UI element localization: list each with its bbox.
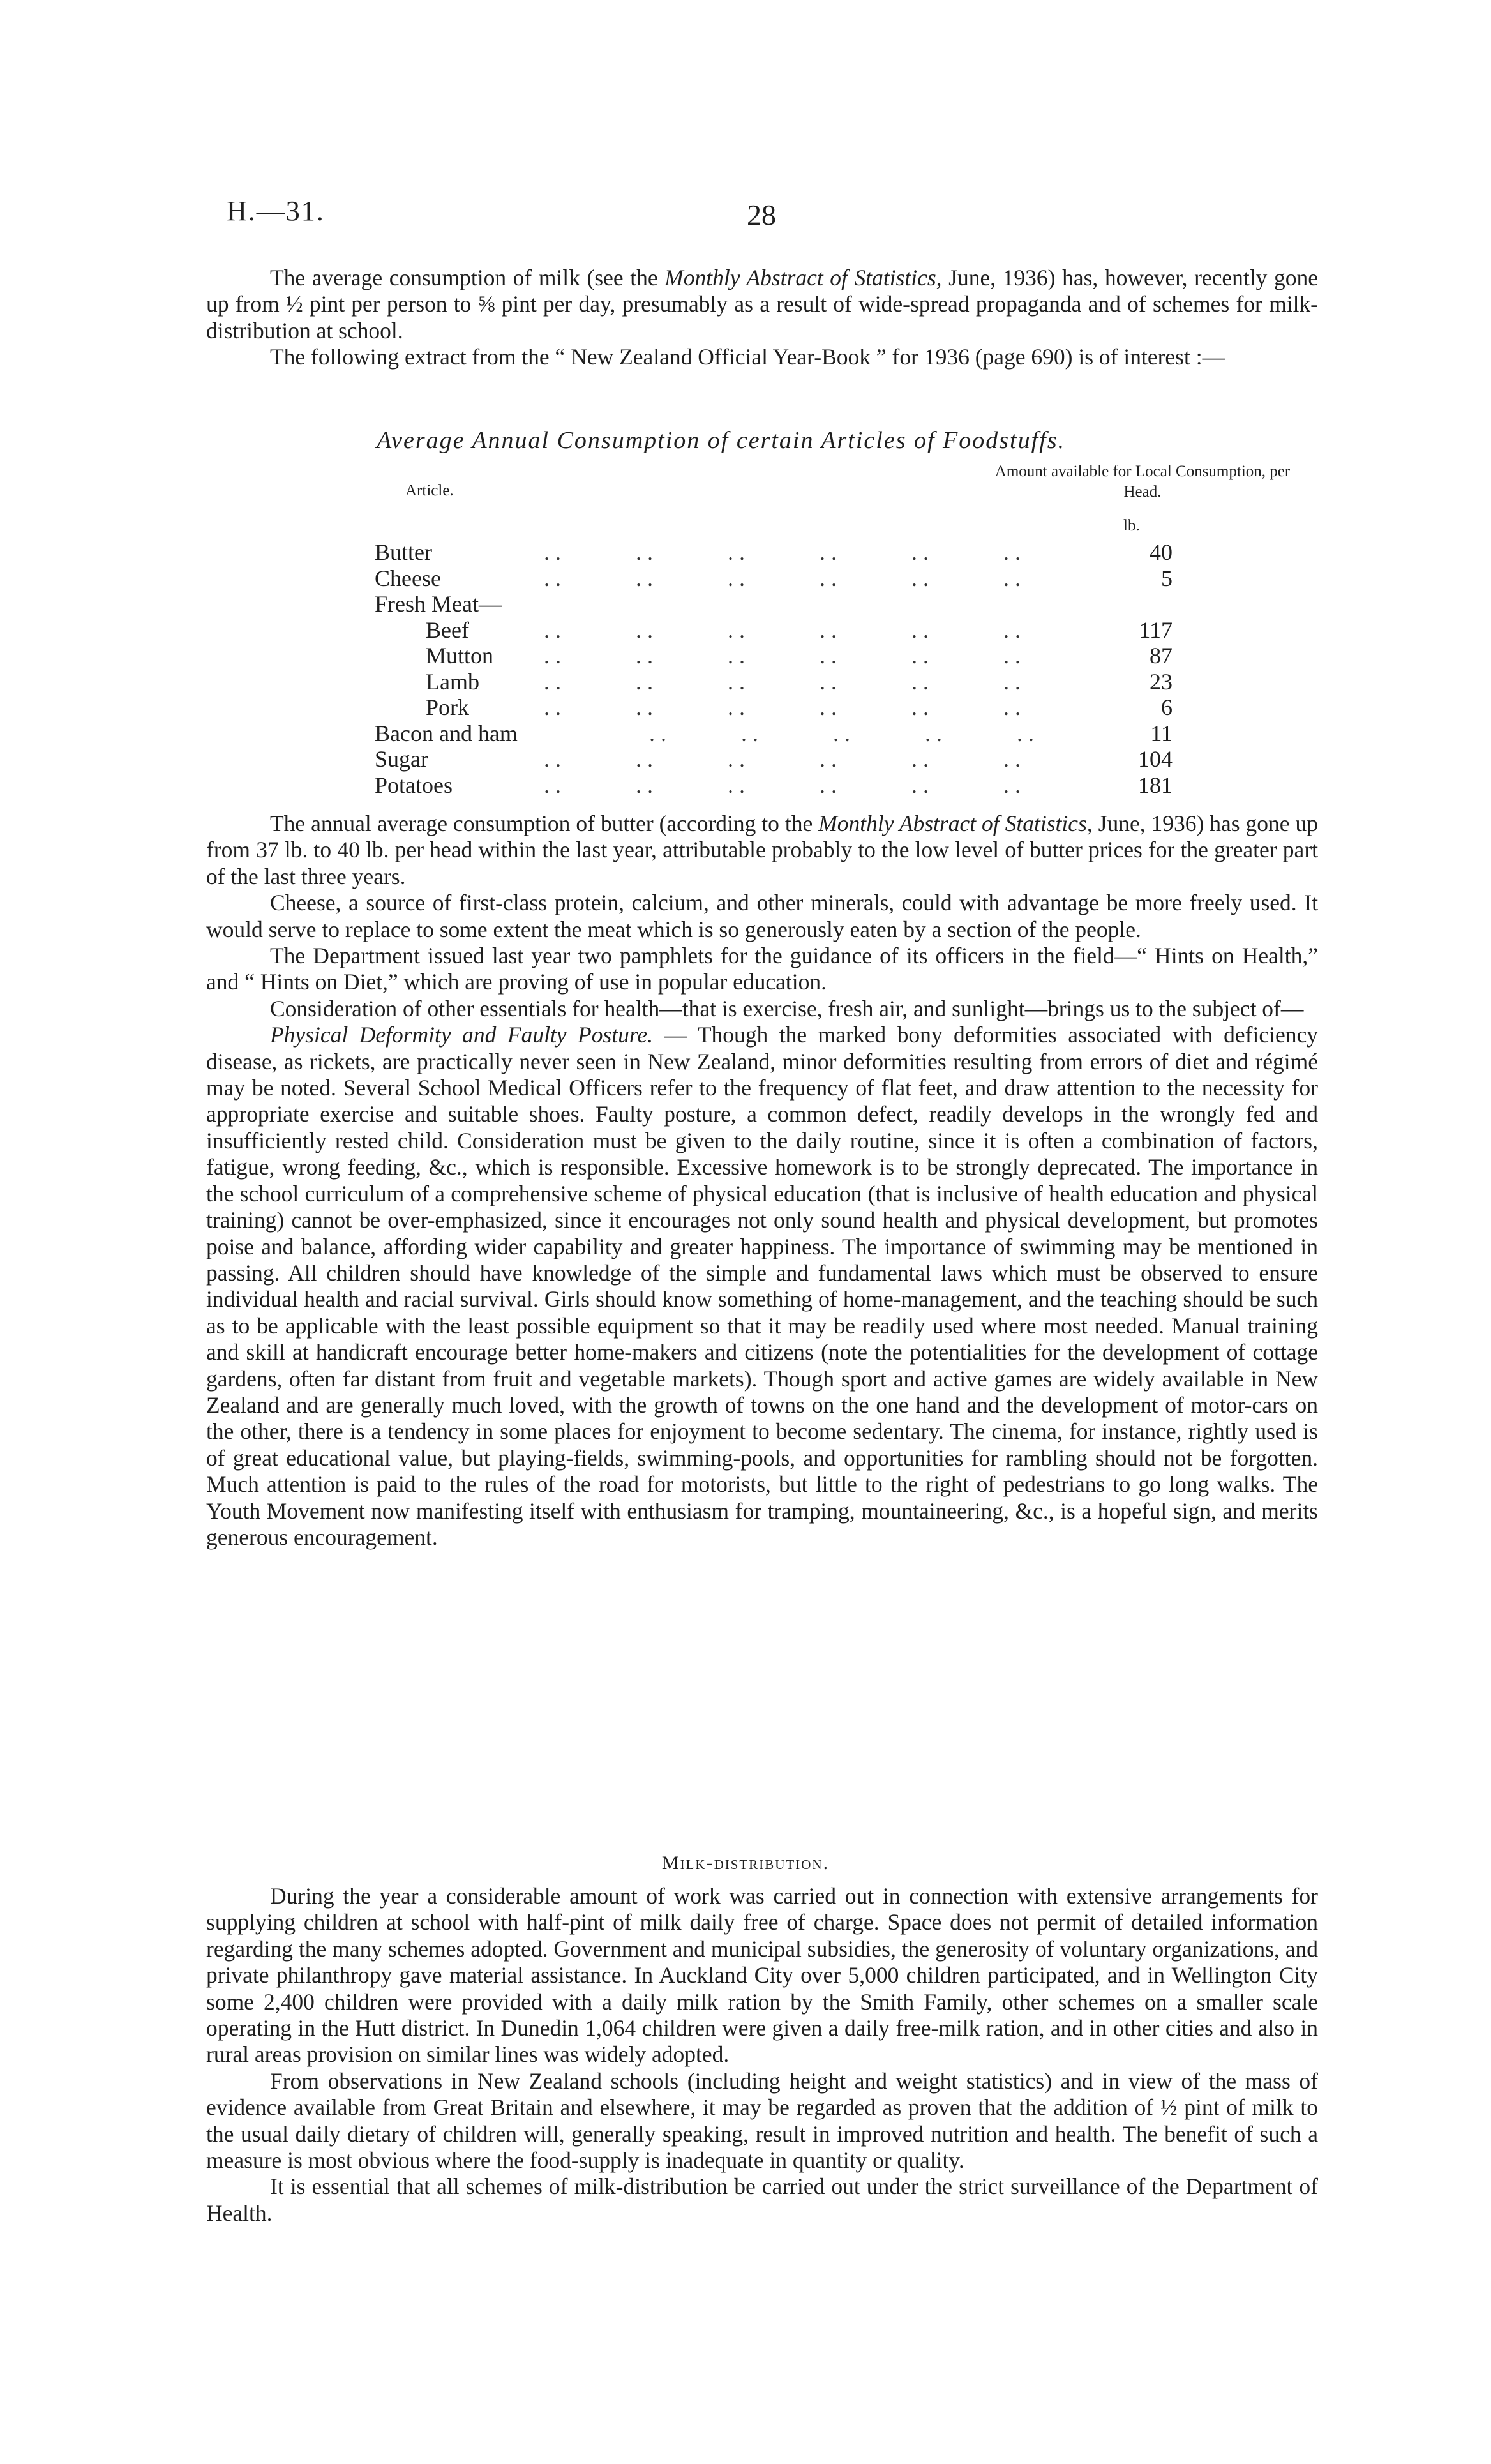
table-row	[375, 566, 1173, 592]
paragraph-milk-evidence: From observations in New Zealand schools (including height and weight statistics) and in view of the mass of evidence available from Great Britain and elsewhere, it may be regarded as proven that the addition of ½ pint of milk to the usual daily dietary of children will, generally speaking, result in improved nutrition and health. The benefit of such a measure is most obvious where the food-supply is inadequate in quantity or quality.	[206, 2068, 1318, 2174]
column-header-article: Article.	[405, 482, 454, 499]
table-caption: Average Annual Consumption of certain Articles of Foodstuffs.	[377, 427, 1065, 454]
foodstuffs-table	[375, 539, 1173, 798]
leader-dots: . . . . . . . . . . . .	[544, 539, 1021, 565]
column-header-amount: Amount available for Local Consumption, per Head.	[994, 463, 1291, 500]
body-text	[206, 811, 1318, 1551]
section-title: Milk-distribution.	[661, 1852, 830, 1874]
row-article: Pork	[426, 695, 470, 720]
leader-dots: . . . . . . . . . . . .	[544, 643, 1021, 668]
table-row	[375, 746, 1173, 772]
table-row	[375, 772, 1173, 799]
leader-dots: . . . . . . . . . . . .	[544, 772, 1021, 798]
row-article: Lamb	[426, 668, 479, 695]
paragraph-essentials: Consideration of other essentials for health—that is exercise, fresh air, and sunlight—brings us to the subject of—	[270, 995, 1304, 1021]
table-row	[375, 669, 1173, 695]
row-article: Beef	[426, 617, 469, 643]
source-title: Monthly Abstract of Statistics,	[664, 265, 942, 290]
leader-dots: . . . . . . . . . . . .	[544, 668, 1021, 695]
row-article: Butter	[375, 539, 432, 565]
row-article: Potatoes	[375, 772, 453, 798]
row-value: 87	[1150, 643, 1173, 668]
table-row	[375, 721, 1173, 747]
row-value: 5	[1161, 565, 1173, 591]
table-row	[375, 591, 1173, 617]
leader-dots: . . . . . . . . . . . .	[544, 746, 1021, 772]
page-number: 28	[747, 199, 776, 231]
row-value: 23	[1150, 668, 1173, 695]
paragraph-milk-consumption: The average consumption of milk (see the Monthly Abstract of Statistics, June, 1936) has, however, recently gone up from ½ pint per person to ⅝ pint per day, presumably as a result of wide-spread propaganda and of schemes for milk-distribution at school.	[206, 265, 1318, 343]
milk-distribution-text	[206, 1883, 1318, 2227]
subsection-heading: Physical Deformity and Faulty Posture.	[270, 1022, 654, 1048]
leader-dots: . . . . . . . . . .	[649, 720, 1034, 746]
paragraph-cheese: Cheese, a source of first-class protein, calcium, and other minerals, could with advantage be more freely used. It would serve to replace to some extent the meat which is so generously eaten by a section of the people.	[206, 890, 1318, 942]
row-article: Mutton	[426, 643, 494, 668]
row-article: Cheese	[375, 565, 441, 591]
leader-dots: . . . . . . . . . . . .	[544, 565, 1021, 591]
row-value: 117	[1139, 617, 1173, 643]
paragraph-pamphlets: The Department issued last year two pamphlets for the guidance of its officers in the field—“ Hints on Health,” and “ Hints on Diet,” which are proving of use in popular education.	[206, 943, 1318, 995]
row-value: 40	[1150, 539, 1173, 565]
table-row	[375, 643, 1173, 669]
source-title: Monthly Abstract of Statistics,	[818, 811, 1093, 836]
paragraph-milk-surveillance: It is essential that all schemes of milk-distribution be carried out under the strict surveillance of the Department of Health.	[206, 2174, 1318, 2226]
leader-dots: . . . . . . . . . . . .	[544, 695, 1021, 720]
intro-text	[206, 265, 1318, 371]
document-reference: H.—31.	[227, 195, 325, 227]
table-row	[375, 695, 1173, 721]
leader-dots: . . . . . . . . . . . .	[544, 617, 1021, 643]
paragraph-physical-deformity: Physical Deformity and Faulty Posture. — Though the marked bony deformities associated with deficiency disease, as rickets, are practically never seen in New Zealand, minor deformities resulting from errors of diet and régimé may be noted. Several School Medical Officers refer to the frequency of flat feet, and draw attention to the necessity for appropriate exercise and suitable shoes. Faulty posture, a common defect, readily develops in the wrongly fed and insufficiently rested child. Consideration must be given to the daily routine, since it is often a combination of factors, fatigue, wrong feeding, &c., which is responsible. Excessive homework is to be strongly deprecated. The importance in the school curriculum of a comprehensive scheme of physical education (that is inclusive of health education and physical training) cannot be over-emphasized, since it encourages not only sound health and physical development, but promotes poise and balance, affording wider capability and greater happiness. The importance of swimming may be mentioned in passing. All children should have knowledge of the simple and fundamental laws which must be observed to ensure individual health and racial survival. Girls should know something of home-management, and the teaching should be such as to be applicable with the least possible equipment so that it may be readily used where most needed. Manual training and skill at handicraft encourage better home-makers and citizens (note the potentialities for the development of cottage gardens, often far distant from fruit and vegetable markets). Though sport and active games are widely available in New Zealand and are generally much loved, with the growth of towns on the one hand and the development of motor-cars on the other, there is a tendency in some places for enjoyment to become sedentary. The cinema, for instance, rightly used is of great educational value, but playing-fields, swimming-pools, and opportunities for rambling should not be forgotten. Much attention is paid to the rules of the road for motorists, but little to the right of pedestrians to go long walks. The Youth Movement now manifesting itself with enthusiasm for tramping, mountaineering, &c., is a hopeful sign, and merits generous encouragement.	[206, 1022, 1318, 1550]
row-article: Fresh Meat—	[375, 591, 502, 617]
paragraph-milk-schemes: During the year a considerable amount of work was carried out in connection with extensive arrangements for supplying children at school with half-pint of milk daily free of charge. Space does not permit of detailed information regarding the many schemes adopted. Government and municipal subsidies, the generosity of voluntary organizations, and private philanthropy gave material assistance. In Auckland City over 5,000 children participated, and in Wellington City some 2,400 children were provided with a daily milk ration by the Smith Family, other schemes on a smaller scale operating in the Hutt district. In Dunedin 1,064 children were given a daily free-milk ration, and in other cities and also in rural areas provision on similar lines was widely adopted.	[206, 1883, 1318, 2068]
table-row	[375, 617, 1173, 643]
row-article: Bacon and ham	[375, 720, 518, 746]
paragraph-butter: The annual average consumption of butter (according to the Monthly Abstract of Statistics, June, 1936) has gone up from 37 lb. to 40 lb. per head within the last year, attributable probably to the low level of butter prices for the greater part of the last three years.	[206, 811, 1318, 889]
row-value: 181	[1138, 772, 1173, 798]
row-value: 11	[1150, 720, 1173, 746]
paragraph-extract-intro: The following extract from the “ New Zealand Official Year-Book ” for 1936 (page 690) is of interest :—	[270, 344, 1225, 370]
row-article: Sugar	[375, 746, 428, 772]
column-header-unit: lb.	[1123, 517, 1140, 534]
table-row	[375, 539, 1173, 566]
row-value: 104	[1138, 746, 1173, 772]
row-value: 6	[1161, 695, 1173, 720]
